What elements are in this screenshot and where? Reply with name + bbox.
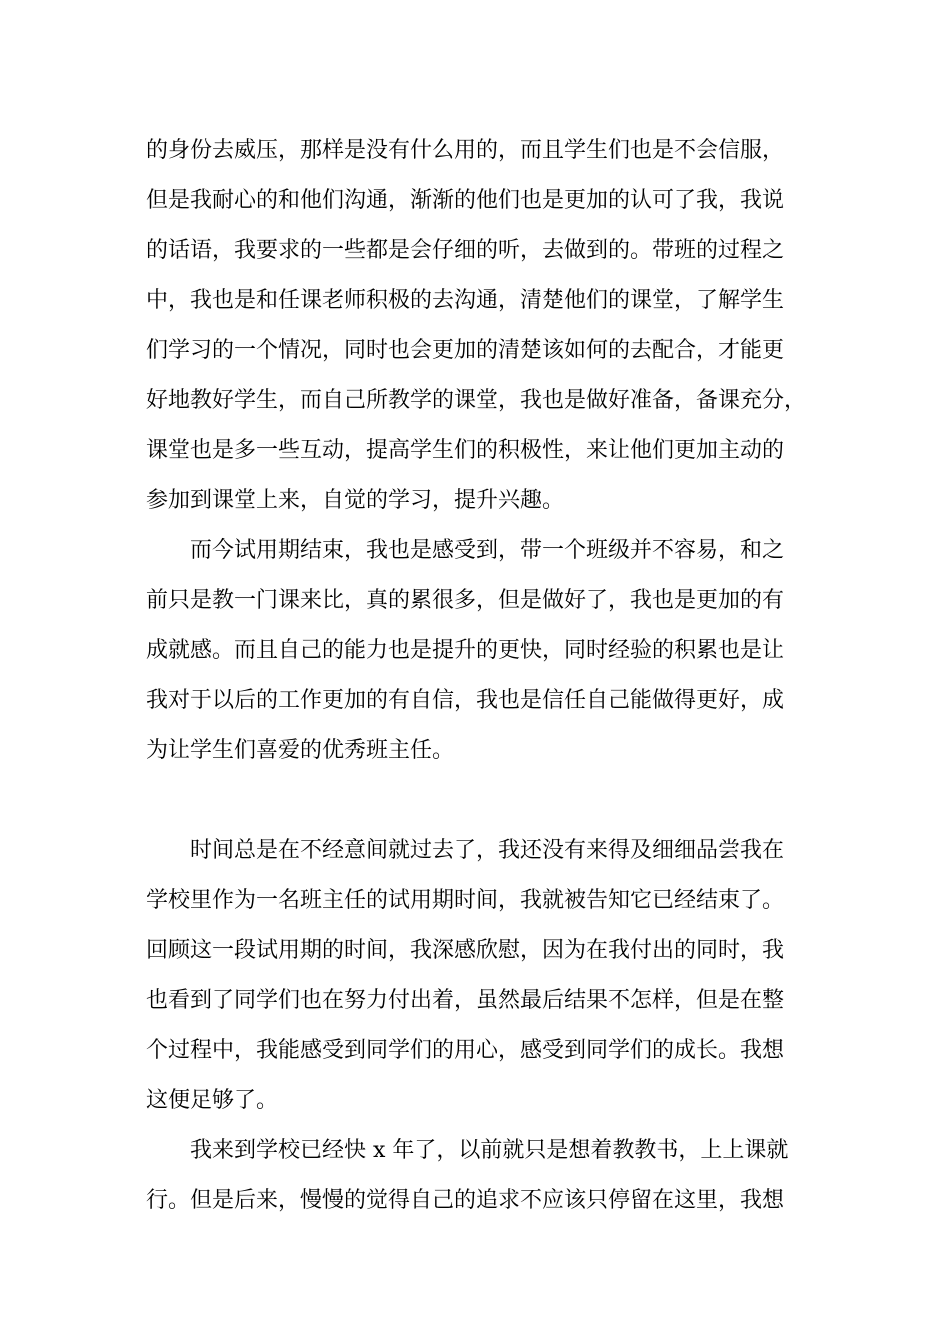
- text-line: 课堂也是多一些互动，提高学生们的积极性，来让他们更加主动的: [146, 438, 785, 463]
- text-line: 这便足够了。: [146, 1088, 279, 1113]
- text-line: 个过程中，我能感受到同学们的用心，感受到同学们的成长。我想: [146, 1038, 785, 1063]
- text-line: 成就感。而且自己的能力也是提升的更快，同时经验的积累也是让: [146, 638, 785, 663]
- text-line: 为让学生们喜爱的优秀班主任。: [146, 738, 455, 763]
- text-line: 但是我耐心的和他们沟通，渐渐的他们也是更加的认可了我，我说: [146, 188, 785, 213]
- text-line: 回顾这一段试用期的时间，我深感欣慰，因为在我付出的同时，我: [146, 938, 785, 963]
- text-line: 好地教好学生，而自己所教学的课堂，我也是做好准备，备课充分，: [146, 388, 807, 413]
- text-line: 的身份去威压，那样是没有什么用的，而且学生们也是不会信服，: [146, 138, 785, 163]
- text-line: 学校里作为一名班主任的试用期时间，我就被告知它已经结束了。: [146, 888, 785, 913]
- text-line: 中，我也是和任课老师积极的去沟通，清楚他们的课堂，了解学生: [146, 288, 785, 313]
- paragraph-first-line: 而今试用期结束，我也是感受到，带一个班级并不容易，和之: [190, 538, 785, 563]
- text-line: 也看到了同学们也在努力付出着，虽然最后结果不怎样，但是在整: [146, 988, 785, 1013]
- text-line: 参加到课堂上来，自觉的学习，提升兴趣。: [146, 488, 565, 513]
- text-line: 前只是教一门课来比，真的累很多，但是做好了，我也是更加的有: [146, 588, 785, 613]
- text-line: 们学习的一个情况，同时也会更加的清楚该如何的去配合，才能更: [146, 338, 785, 363]
- paragraph-first-line: 我来到学校已经快 x 年了，以前就只是想着教教书，上上课就: [190, 1138, 789, 1163]
- text-line: 行。但是后来，慢慢的觉得自己的追求不应该只停留在这里，我想: [146, 1188, 785, 1213]
- text-line: 我对于以后的工作更加的有自信，我也是信任自己能做得更好，成: [146, 688, 785, 713]
- text-line: 的话语，我要求的一些都是会仔细的听，去做到的。带班的过程之: [146, 238, 785, 263]
- paragraph-first-line: 时间总是在不经意间就过去了，我还没有来得及细细品尝我在: [190, 838, 785, 863]
